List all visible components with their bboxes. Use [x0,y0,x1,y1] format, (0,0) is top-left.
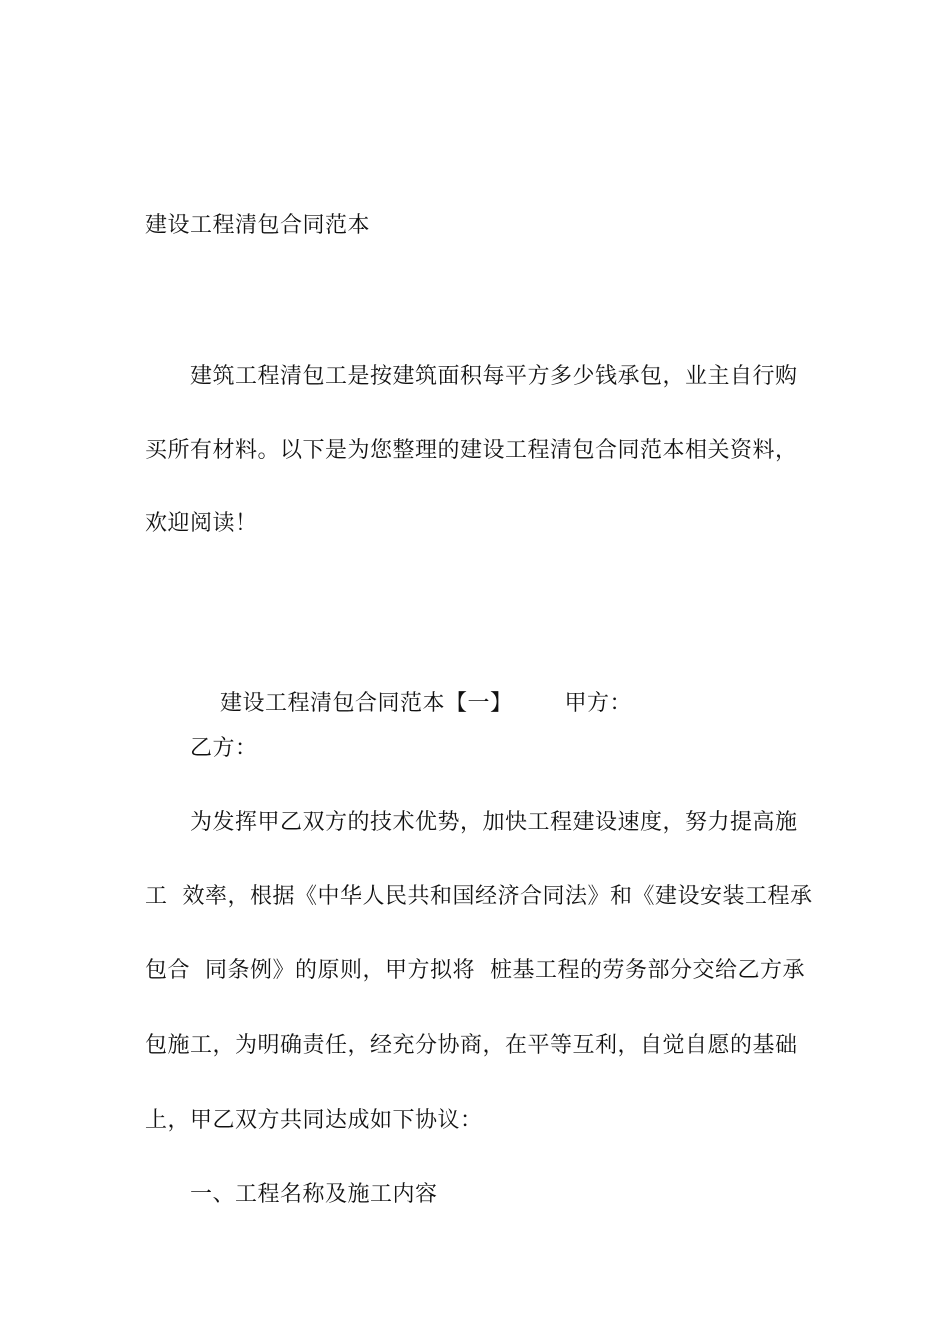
document-title: 建设工程清包合同范本 [145,213,371,238]
body-line-2: 工 效率，根据《中华人民共和国经济合同法》和《建设安装工程承 [145,884,813,909]
intro-line-3: 欢迎阅读！ [145,511,258,536]
clause-1-heading: 一、工程名称及施工内容 [190,1182,438,1207]
body-line-5: 上，甲乙双方共同达成如下协议： [145,1108,483,1133]
body-line-3: 包合 同条例》的原则，甲方拟将 桩基工程的劳务部分交给乙方承 [145,958,805,983]
party-b-label: 乙方： [190,736,258,761]
body-line-1: 为发挥甲乙双方的技术优势，加快工程建设速度，努力提高施 [190,810,798,835]
intro-line-2: 买所有材料。以下是为您整理的建设工程清包合同范本相关资料， [145,438,798,463]
intro-line-1: 建筑工程清包工是按建筑面积每平方多少钱承包，业主自行购 [190,364,798,389]
section-heading: 建设工程清包合同范本【一】 [219,691,513,716]
body-line-4: 包施工，为明确责任，经充分协商，在平等互利，自觉自愿的基础 [145,1033,798,1058]
party-a-label: 甲方： [564,691,633,716]
